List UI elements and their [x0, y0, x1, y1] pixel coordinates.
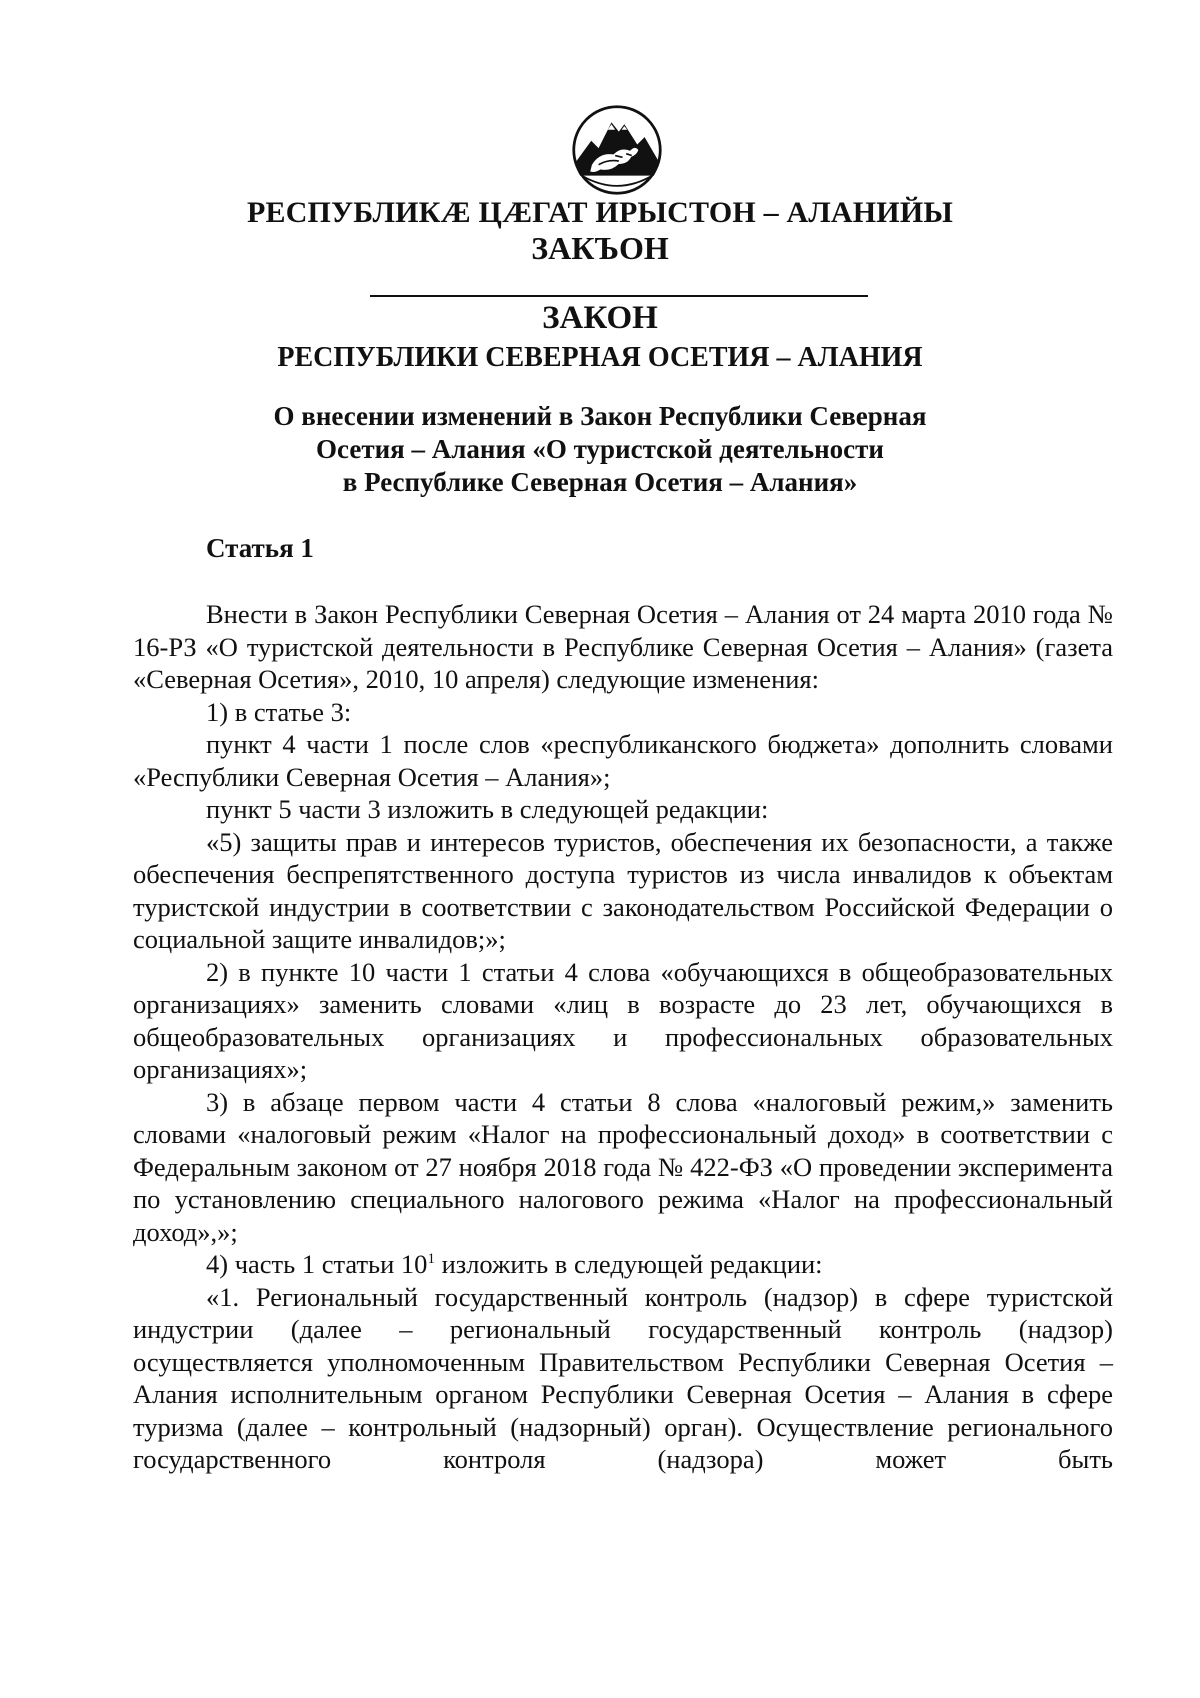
header-ossetian-zakon: ЗАКЪОН: [531, 230, 669, 266]
title-line: О внесении изменений в Закон Республики Северная: [273, 401, 927, 431]
paragraph: 2) в пункте 10 части 1 статьи 4 слова «обучающихся в общеобразовательных организациях» заменить словами «лиц в возрасте до 23 лет, обучающихся в общеобразовательных организациях и профессиональных образовательных организациях»;: [133, 956, 1113, 1084]
item4-superscript: 1: [427, 1251, 435, 1267]
document-title: [0, 400, 1200, 499]
title-line: Осетия – Алания «О туристской деятельности: [316, 434, 884, 464]
paragraph: Внести в Закон Республики Северная Осетия – Алания от 24 марта 2010 года № 16-РЗ «О туристской деятельности в Республике Северная Осетия – Алания» (газета «Северная Осетия», 2010, 10 апреля) следующие изменения:: [133, 599, 1113, 694]
paragraph: пункт 5 части 3 изложить в следующей редакции:: [206, 794, 769, 824]
article-heading: Статья 1: [206, 533, 314, 563]
paragraph: [133, 1248, 1113, 1281]
paragraph: «5) защиты прав и интересов туристов, обеспечения их безопасности, а также обеспечения беспрепятственного доступа туристов из числа инвалидов к объектам туристской индустрии в соответствии с законодательством Российской Федерации о социальной защите инвалидов;»;: [133, 826, 1113, 954]
item4-text: 4) часть 1 статьи 10: [206, 1249, 428, 1279]
paragraph: пункт 4 части 1 после слов «республиканского бюджета» дополнить словами «Республики Северная Осетия – Алания»;: [133, 729, 1113, 792]
header-republic: РЕСПУБЛИКИ СЕВЕРНАЯ ОСЕТИЯ – АЛАНИЯ: [277, 342, 923, 373]
paragraph: «1. Региональный государственный контроль (надзор) в сфере туристской индустрии (далее – региональный государственный контроль (надзор) осуществляется уполномоченным Правительством Республики Северная Осетия – Алания исполнительным органом Республики Северная Осетия – Алания в сфере туризма (далее – контрольный (надзорный) орган). Осуществление регионального государственного контроля (надзора) может быть: [133, 1281, 1113, 1474]
paragraph: 3) в абзаце первом части 4 статьи 8 слова «налоговый режим,» заменить словами «налоговый режим «Налог на профессиональный доход» в соответствии с Федеральным законом от 27 ноября 2018 года № 422-ФЗ «О проведении эксперимента по установлению специального налогового режима «Налог на профессиональный доход»,»;: [133, 1086, 1113, 1247]
header-divider: [370, 295, 868, 297]
article-body: [133, 598, 1113, 1476]
header-zakon: ЗАКОН: [542, 300, 658, 336]
coat-of-arms-icon: [571, 104, 663, 196]
paragraph: 1) в статье 3:: [206, 696, 352, 727]
title-line: в Республике Северная Осетия – Алания»: [342, 467, 858, 497]
header-ossetian-line: РЕСПУБЛИКÆ ЦÆГАТ ИРЫСТОН – АЛАНИЙЫ: [246, 196, 954, 229]
item4-text-rest: изложить в следующей редакции:: [434, 1249, 823, 1279]
